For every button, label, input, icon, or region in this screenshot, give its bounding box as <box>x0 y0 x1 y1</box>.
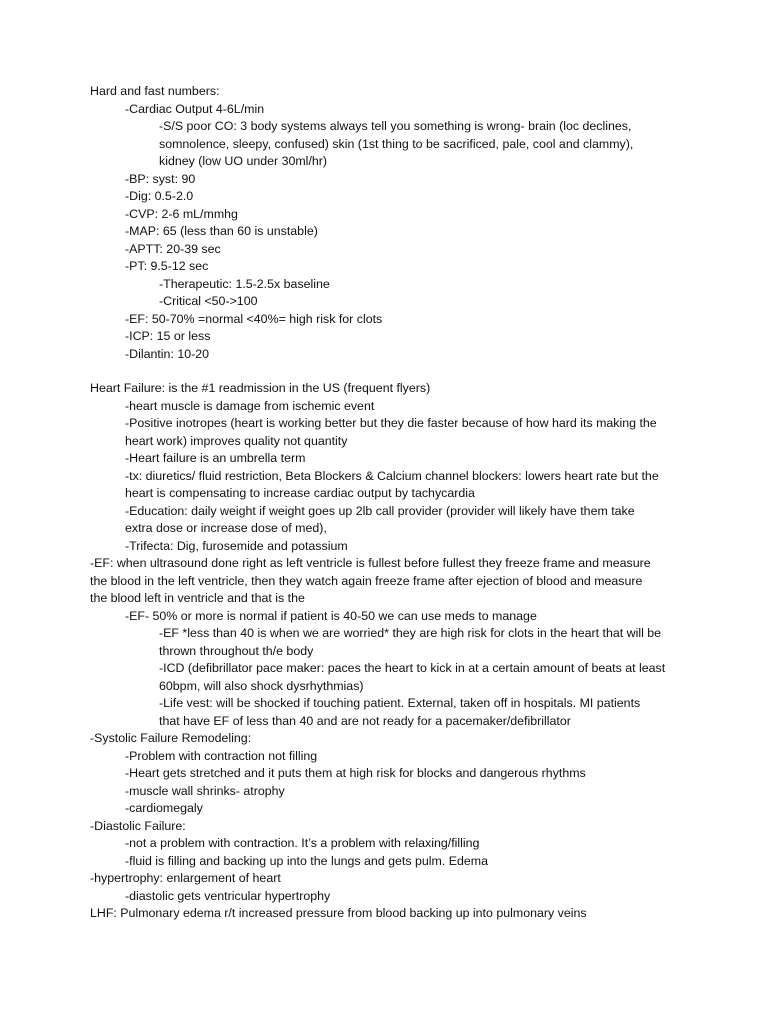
text-line: -diastolic gets ventricular hypertrophy <box>125 889 331 903</box>
text-line: 60bpm, will also shock dysrhythmias) <box>159 679 364 693</box>
text-line: -S/S poor CO: 3 body systems always tell you something is wrong- brain (loc declines, <box>159 119 632 133</box>
text-line: -BP: syst: 90 <box>125 172 196 186</box>
text-line: thrown throughout th/e body <box>159 644 314 658</box>
text-line: -fluid is filling and backing up into the lungs and gets pulm. Edema <box>125 854 488 868</box>
text-line: -EF- 50% or more is normal if patient is 40-50 we can use meds to manage <box>125 609 537 623</box>
text-line: heart work) improves quality not quantity <box>125 434 348 448</box>
text-line: that have EF of less than 40 and are not ready for a pacemaker/defibrillator <box>159 714 571 728</box>
text-line: -ICD (defibrillator pace maker: paces the heart to kick in at a certain amount of beats at least <box>159 661 666 675</box>
text-line: -Critical <50->100 <box>159 294 258 308</box>
text-line: -muscle wall shrinks- atrophy <box>125 784 285 798</box>
text-line: -Dig: 0.5-2.0 <box>125 189 194 203</box>
text-line: -EF: 50-70% =normal <40%= high risk for clots <box>125 312 383 326</box>
text-line: LHF: Pulmonary edema r/t increased pressure from blood backing up into pulmonary veins <box>90 906 587 920</box>
text-line: -Problem with contraction not filling <box>125 749 318 763</box>
text-line: -EF *less than 40 is when we are worried* they are high risk for clots in the heart that will be <box>159 626 662 640</box>
text-line: heart is compensating to increase cardiac output by tachycardia <box>125 486 475 500</box>
text-line: extra dose or increase dose of med), <box>125 521 327 535</box>
text-line: -MAP: 65 (less than 60 is unstable) <box>125 224 318 238</box>
text-line: -Cardiac Output 4-6L/min <box>125 102 265 116</box>
text-line: the blood left in ventricle and that is the <box>90 591 305 605</box>
text-line: -cardiomegaly <box>125 801 203 815</box>
text-line: Hard and fast numbers: <box>90 84 220 98</box>
text-line: -Education: daily weight if weight goes up 2lb call provider (provider will likely have them take <box>125 504 635 518</box>
text-line: -APTT: 20-39 sec <box>125 242 221 256</box>
text-line: kidney (low UO under 30ml/hr) <box>159 154 328 168</box>
text-line: -Therapeutic: 1.5-2.5x baseline <box>159 277 330 291</box>
text-line: -tx: diuretics/ fluid restriction, Beta Blockers & Calcium channel blockers: lowers heart rate but the <box>125 469 659 483</box>
text-line: -Heart failure is an umbrella term <box>125 451 306 465</box>
text-line: the blood in the left ventricle, then they watch again freeze frame after ejection of blood and measure <box>90 574 643 588</box>
text-line: somnolence, sleepy, confused) skin (1st thing to be sacrificed, pale, cool and clammy), <box>159 137 634 151</box>
text-line: -Dilantin: 10-20 <box>125 347 210 361</box>
text-line: -not a problem with contraction. It’s a problem with relaxing/filling <box>125 836 480 850</box>
text-line: -Positive inotropes (heart is working better but they die faster because of how hard its making the <box>125 416 657 430</box>
text-line: -hypertrophy: enlargement of heart <box>90 871 281 885</box>
text-line: -Trifecta: Dig, furosemide and potassium <box>125 539 348 553</box>
text-line: -CVP: 2-6 mL/mmhg <box>125 207 238 221</box>
text-line: -ICP: 15 or less <box>125 329 211 343</box>
text-line: -Life vest: will be shocked if touching patient. External, taken off in hospitals. MI patients <box>159 696 641 710</box>
text-line: -Heart gets stretched and it puts them at high risk for blocks and dangerous rhythms <box>125 766 586 780</box>
text-line: -EF: when ultrasound done right as left ventricle is fullest before fullest they freeze frame and measure <box>90 556 651 570</box>
text-line: -Systolic Failure Remodeling: <box>90 731 252 745</box>
text-line: Heart Failure: is the #1 readmission in the US (frequent flyers) <box>90 381 431 395</box>
text-line: -PT: 9.5-12 sec <box>125 259 209 273</box>
text-line: -Diastolic Failure: <box>90 819 186 833</box>
text-line: -heart muscle is damage from ischemic event <box>125 399 375 413</box>
